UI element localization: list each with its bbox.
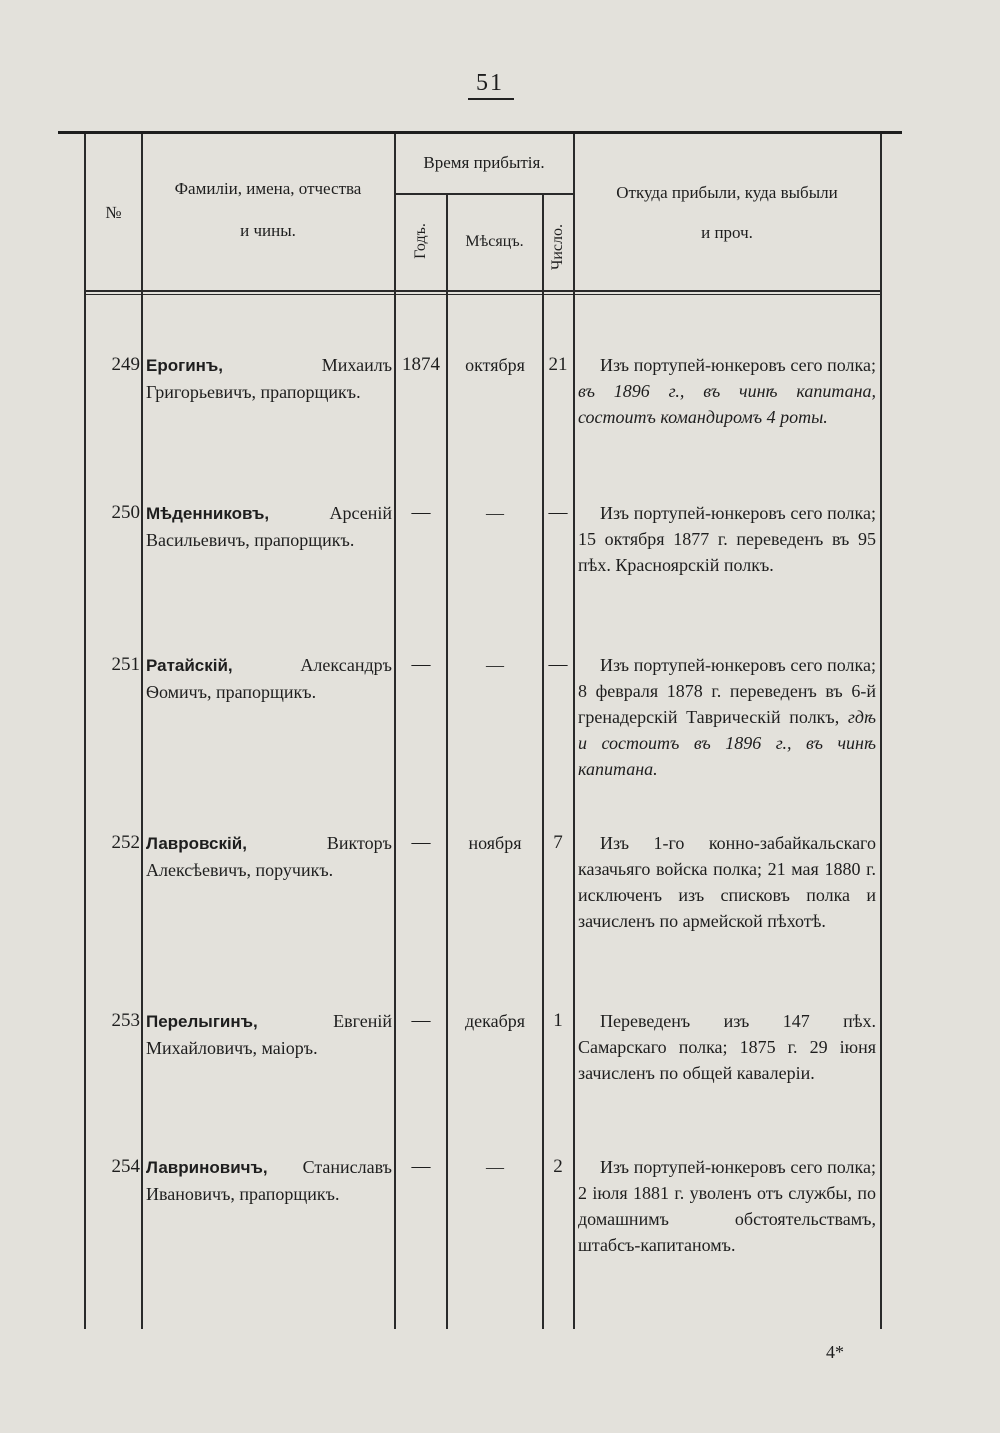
header-origin-line2: и проч. xyxy=(701,223,753,242)
origin-note xyxy=(578,652,876,782)
row-number: 252 xyxy=(111,832,140,853)
origin-plain: Переведенъ изъ 147 пѣх. Самарскаго полка; 1875 г. 29 іюня зачисленъ по общей кавалеріи. xyxy=(578,1011,876,1083)
arrival-month: — xyxy=(486,655,504,675)
table-right-border xyxy=(880,134,882,1329)
arrival-month: — xyxy=(486,503,504,523)
name-rest: Михаилъ Григорьевичъ, прапорщикъ. xyxy=(146,355,392,402)
origin-plain: Изъ портупей-юнкеровъ сего полка; 15 октября 1877 г. переведенъ въ 95 пѣх. Красноярскій полкъ. xyxy=(578,503,876,575)
surname: Мѣденниковъ, xyxy=(146,504,270,523)
person-name xyxy=(146,1154,392,1207)
person-name xyxy=(146,500,392,553)
arrival-month: декабря xyxy=(464,1011,526,1031)
origin-note xyxy=(578,1008,876,1086)
header-arrival: Время прибытія. xyxy=(423,153,545,172)
surname: Ратайскій, xyxy=(146,656,233,675)
arrival-month: — xyxy=(486,1157,504,1177)
origin-italic: гдѣ и состоитъ въ 1896 г., въ чинѣ капитана. xyxy=(578,707,876,779)
arrival-day: 1 xyxy=(553,1010,563,1031)
header-number: № xyxy=(105,203,122,222)
arrival-day: 2 xyxy=(553,1156,563,1177)
arrival-day: — xyxy=(548,654,568,675)
arrival-month: октября xyxy=(465,355,525,375)
row-number: 253 xyxy=(111,1010,140,1031)
header-day: Число. xyxy=(549,223,566,271)
person-name xyxy=(146,352,392,405)
surname: Лавриновичъ, xyxy=(146,1158,268,1177)
origin-note xyxy=(578,830,876,934)
arrival-year: — xyxy=(411,654,431,675)
column-divider-number xyxy=(141,134,143,1329)
name-rest: Викторъ Алексѣевичъ, поручикъ. xyxy=(146,833,392,880)
origin-note xyxy=(578,1154,876,1258)
page-number-underline xyxy=(468,98,514,100)
arrival-year: — xyxy=(411,1010,431,1031)
column-divider-day xyxy=(573,134,575,1329)
row-number: 249 xyxy=(111,354,140,375)
person-name xyxy=(146,1008,392,1061)
origin-plain: Изъ 1-го конно-забайкальскаго казачьяго войска полка; 21 мая 1880 г. исключенъ изъ списковъ полка и зачисленъ по армейской пѣхотѣ. xyxy=(578,833,876,931)
header-bottom-rule xyxy=(84,290,881,292)
origin-plain: Изъ портупей-юнкеровъ сего полка; 8 февраля 1878 г. переведенъ въ 6-й гренадерскій Таврическій полкъ, xyxy=(578,655,876,727)
arrival-year: 1874 xyxy=(402,354,440,375)
row-number: 254 xyxy=(111,1156,140,1177)
surname: Перелыгинъ, xyxy=(146,1012,258,1031)
origin-note xyxy=(578,500,876,578)
signature-mark: 4* xyxy=(826,1342,844,1362)
row-number: 251 xyxy=(111,654,140,675)
arrival-day: 21 xyxy=(548,354,568,375)
top-rule xyxy=(58,131,902,134)
header-name-line2: и чины. xyxy=(240,221,296,240)
origin-plain: Изъ портупей-юнкеровъ сего полка; xyxy=(600,355,876,375)
name-rest: Станиславъ Ивановичъ, прапорщикъ. xyxy=(146,1157,392,1204)
arrival-year: — xyxy=(411,832,431,853)
origin-note xyxy=(578,352,876,430)
page-number: 51 xyxy=(476,70,504,96)
arrival-year: — xyxy=(411,1156,431,1177)
name-rest: Евгеній Михайловичъ, маіоръ. xyxy=(146,1011,392,1058)
row-number: 250 xyxy=(111,502,140,523)
header-bottom-rule-second xyxy=(84,294,881,295)
arrival-month: ноября xyxy=(468,833,522,853)
name-rest: Арсеній Васильевичъ, прапорщикъ. xyxy=(146,503,392,550)
arrival-day: — xyxy=(548,502,568,523)
arrival-day: 7 xyxy=(553,832,563,853)
header-name-line1: Фамиліи, имена, отчества xyxy=(174,179,362,198)
arrival-year: — xyxy=(411,502,431,523)
origin-plain: Изъ портупей-юнкеровъ сего полка; 2 іюля 1881 г. уволенъ отъ службы, по домашнимъ обстоятельствамъ, штабсъ-капитаномъ. xyxy=(578,1157,876,1255)
arrival-subheader-rule xyxy=(394,193,574,195)
header-year: Годъ. xyxy=(412,223,429,259)
surname: Лавровскій, xyxy=(146,834,247,853)
person-name xyxy=(146,652,392,705)
name-rest: Александръ Ѳомичъ, прапорщикъ. xyxy=(146,655,392,702)
table-left-border xyxy=(84,134,86,1329)
header-origin-line1: Откуда прибыли, куда выбыли xyxy=(616,183,838,202)
origin-italic: въ 1896 г., въ чинѣ капитана, состоитъ командиромъ 4 роты. xyxy=(578,381,876,427)
column-divider-name xyxy=(394,134,396,1329)
header-month: Мѣсяцъ. xyxy=(465,233,524,250)
person-name xyxy=(146,830,392,883)
surname: Ерогинъ, xyxy=(146,356,224,375)
